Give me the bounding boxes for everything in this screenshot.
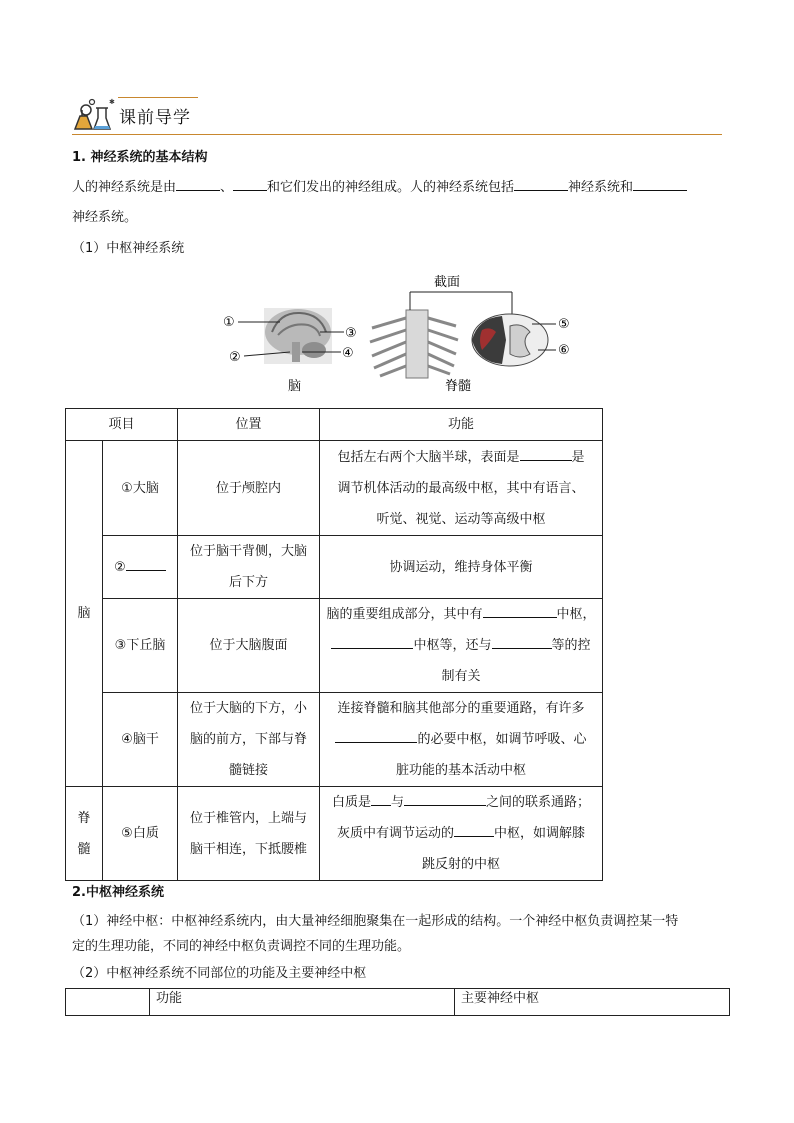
- paragraph-line-2: 神经系统。: [72, 210, 138, 225]
- cns-function-table: [65, 988, 730, 1016]
- group-spinal: 脊 髓: [66, 787, 103, 881]
- fill-blank[interactable]: [454, 823, 494, 837]
- table-row: [66, 599, 603, 693]
- brain-illustration: [264, 308, 332, 364]
- svg-text:✱: ✱: [109, 98, 115, 106]
- marker-3: ③: [345, 326, 357, 341]
- marker-1: ①: [223, 315, 235, 330]
- label-brain: 脑: [288, 379, 302, 394]
- label-section: 截面: [434, 275, 461, 290]
- function-cell: 包括左右两个大脑半球，表面是 是 调节机体活动的最高级中枢，其中有语言、 听觉、视觉、运动等高级中枢: [320, 441, 603, 536]
- fill-blank[interactable]: [335, 729, 417, 743]
- fill-blank[interactable]: [514, 177, 568, 191]
- header-main-center: 主要神经中枢: [455, 989, 730, 1016]
- item-cell: ⑤白质: [103, 787, 178, 881]
- lab-flask-icon: [72, 96, 116, 132]
- nervous-system-figure: [220, 270, 580, 400]
- header-blank: [66, 989, 150, 1016]
- position-cell: 位于大脑的下方，小 脑的前方，下部与脊 髓链接: [178, 693, 320, 787]
- position-cell: 位于脑干背侧，大脑 后下方: [178, 536, 320, 599]
- function-cell: 脑的重要组成部分，其中有 中枢， 中枢等，还与 等的控 制有关: [320, 599, 603, 693]
- header-function: 功能: [150, 989, 455, 1016]
- header-item: 项目: [66, 409, 178, 441]
- paragraph-line: 定的生理功能，不同的神经中枢负责调控不同的生理功能。: [72, 939, 411, 954]
- fill-blank[interactable]: [404, 792, 486, 806]
- function-cell: 连接脊髓和脑其他部分的重要通路，有许多 的必要中枢，如调节呼吸、心 脏功能的基本活动中枢: [320, 693, 603, 787]
- table-header-row: [66, 409, 603, 441]
- fill-blank[interactable]: [633, 177, 687, 191]
- item-cell: ③下丘脑: [103, 599, 178, 693]
- item-cell: ②: [103, 536, 178, 599]
- subheading-2: （2）中枢神经系统不同部位的功能及主要神经中枢: [72, 966, 367, 981]
- fill-blank[interactable]: [483, 604, 557, 618]
- central-nervous-table: [65, 408, 603, 881]
- section2-heading: 2.中枢神经系统: [72, 885, 164, 900]
- header-divider: [72, 134, 722, 135]
- fill-blank[interactable]: [126, 557, 166, 571]
- section1-heading: 1. 神经系统的基本结构: [72, 150, 208, 165]
- header-function: 功能: [320, 409, 603, 441]
- table-row: [66, 693, 603, 787]
- item-cell: ①大脑: [103, 441, 178, 536]
- group-brain: 脑: [66, 441, 103, 787]
- fill-blank[interactable]: [492, 635, 552, 649]
- paragraph-line: （1）神经中枢：中枢神经系统内，由大量神经细胞聚集在一起形成的结构。一个神经中枢负责调控某一特: [72, 914, 679, 929]
- label-spinal: 脊髓: [445, 379, 472, 394]
- position-cell: 位于大脑腹面: [178, 599, 320, 693]
- subheading-1: （1）中枢神经系统: [72, 241, 185, 256]
- marker-4: ④: [342, 346, 354, 361]
- fill-blank[interactable]: [331, 635, 413, 649]
- header-top-accent: [118, 97, 198, 98]
- cross-section-illustration: [472, 314, 548, 366]
- item-cell: ④脑干: [103, 693, 178, 787]
- table-header-row: [66, 989, 730, 1016]
- table-row: [66, 441, 603, 536]
- section-title: 课前导学: [119, 108, 191, 128]
- position-cell: 位于椎管内，上端与 脑干相连，下抵腰椎: [178, 787, 320, 881]
- fill-blank[interactable]: [176, 177, 220, 191]
- fill-blank[interactable]: [233, 177, 267, 191]
- function-cell: 协调运动，维持身体平衡: [320, 536, 603, 599]
- spinal-cord-illustration: [370, 310, 458, 378]
- marker-2: ②: [229, 350, 241, 365]
- fill-blank[interactable]: [371, 792, 391, 806]
- fill-blank[interactable]: [520, 447, 572, 461]
- table-row: [66, 787, 603, 881]
- marker-5: ⑤: [558, 317, 570, 332]
- paragraph-line-1: 人的神经系统是由 、 和它们发出的神经组成。人的神经系统包括 神经系统和: [72, 176, 687, 195]
- table-row: [66, 536, 603, 599]
- position-cell: 位于颅腔内: [178, 441, 320, 536]
- marker-6: ⑥: [558, 343, 570, 358]
- header-position: 位置: [178, 409, 320, 441]
- function-cell: 白质是 与 之间的联系通路； 灰质中有调节运动的 中枢，如调解膝 跳反射的中枢: [320, 787, 603, 881]
